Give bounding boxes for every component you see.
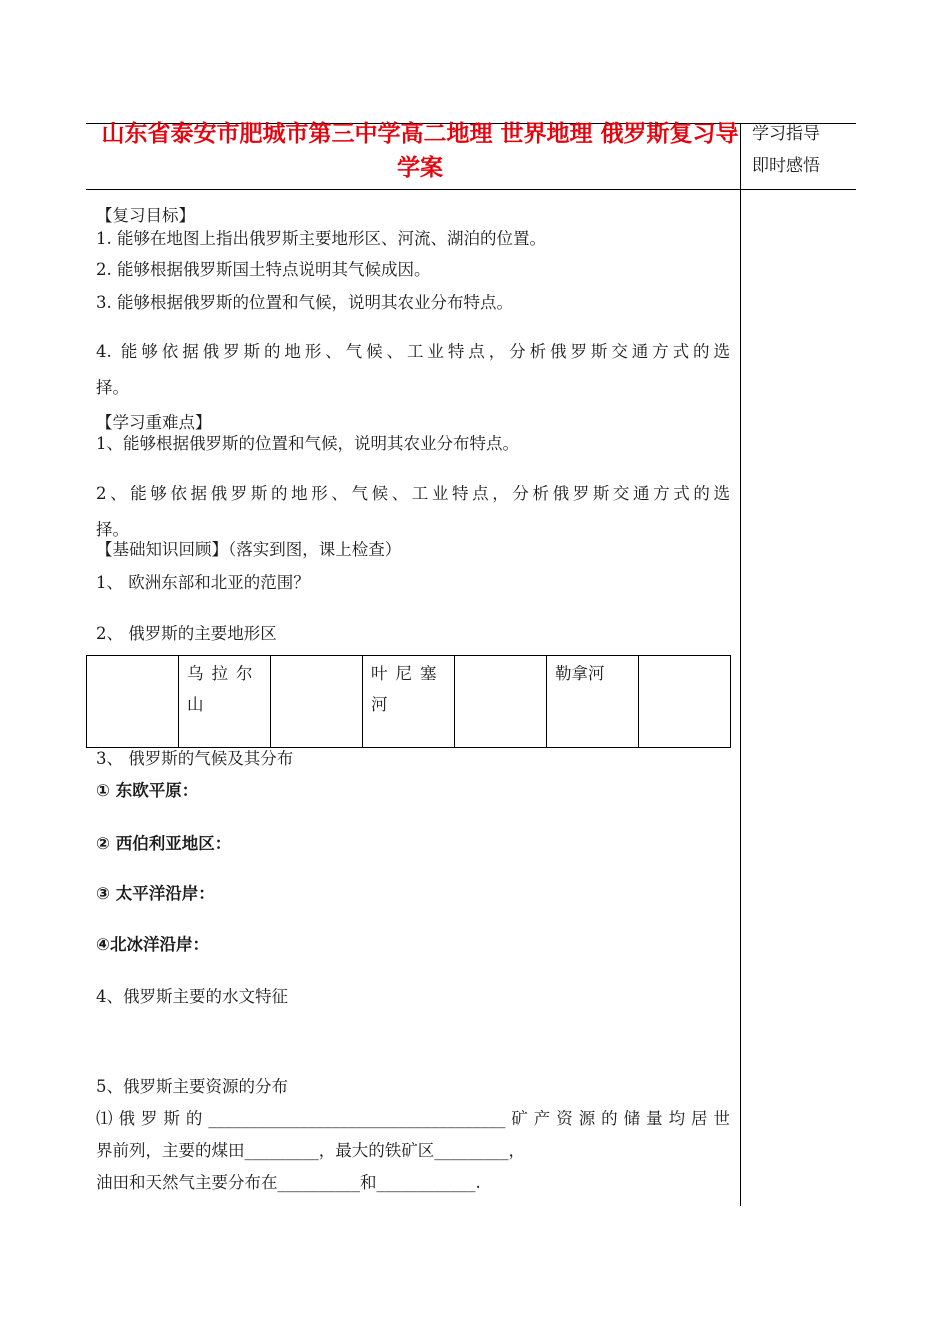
question-3: 3、 俄罗斯的气候及其分布: [96, 749, 294, 768]
key-point-item: 1、能够根据俄罗斯的位置和气候，说明其农业分布特点。: [96, 434, 519, 453]
resource-line: 油田和天然气主要分布在__________和____________.: [96, 1173, 481, 1192]
review-goal-item: 1. 能够在地图上指出俄罗斯主要地形区、河流、湖泊的位置。: [96, 229, 546, 248]
review-goals-heading: 【复习目标】: [96, 206, 195, 225]
review-goal-item: 2. 能够根据俄罗斯国土特点说明其气候成因。: [96, 260, 431, 279]
sidebar-guide-label: 学习指导: [752, 124, 820, 144]
sidebar-reflection-label: 即时感悟: [752, 156, 820, 176]
climate-item: ③ 太平洋沿岸：: [96, 884, 215, 903]
resource-line: ⑴俄罗斯的____________________________________矿产资源的储量均居世: [96, 1109, 730, 1128]
terrain-table: [86, 655, 731, 748]
table-row: [87, 656, 731, 748]
key-point-item: 择。: [96, 520, 129, 539]
resource-line: 界前列，主要的煤田_________，最大的铁矿区_________，: [96, 1141, 525, 1160]
table-cell: 乌拉尔山: [179, 656, 271, 748]
sidebar-divider: [740, 123, 741, 1206]
page-title: 山东省泰安市肥城市第三中学高二地理 世界地理 俄罗斯复习导学案: [101, 121, 739, 181]
review-goal-item: 择。: [96, 378, 129, 397]
key-point-item: 2、能够依据俄罗斯的地形、气候、工业特点，分析俄罗斯交通方式的选: [96, 484, 730, 503]
climate-item: ④北冰洋沿岸：: [96, 935, 209, 954]
question-4: 4、俄罗斯主要的水文特征: [96, 987, 288, 1006]
question-5: 5、俄罗斯主要资源的分布: [96, 1077, 288, 1096]
question-1: 1、 欧洲东部和北亚的范围？: [96, 573, 310, 592]
table-cell: [639, 656, 731, 748]
key-points-heading: 【学习重难点】: [96, 413, 212, 432]
basics-heading: 【基础知识回顾】（落实到图，课上检查）: [96, 540, 402, 559]
table-cell: [455, 656, 547, 748]
climate-item: ① 东欧平原：: [96, 781, 199, 800]
question-2: 2、 俄罗斯的主要地形区: [96, 624, 277, 643]
table-cell: 勒拿河: [547, 656, 639, 748]
table-cell: [271, 656, 363, 748]
table-cell: [87, 656, 179, 748]
review-goal-item: 3. 能够根据俄罗斯的位置和气候，说明其农业分布特点。: [96, 293, 513, 312]
table-cell: 叶尼塞河: [363, 656, 455, 748]
climate-item: ② 西伯利亚地区：: [96, 834, 232, 853]
review-goal-item: 4. 能够依据俄罗斯的地形、气候、工业特点，分析俄罗斯交通方式的选: [96, 342, 730, 361]
